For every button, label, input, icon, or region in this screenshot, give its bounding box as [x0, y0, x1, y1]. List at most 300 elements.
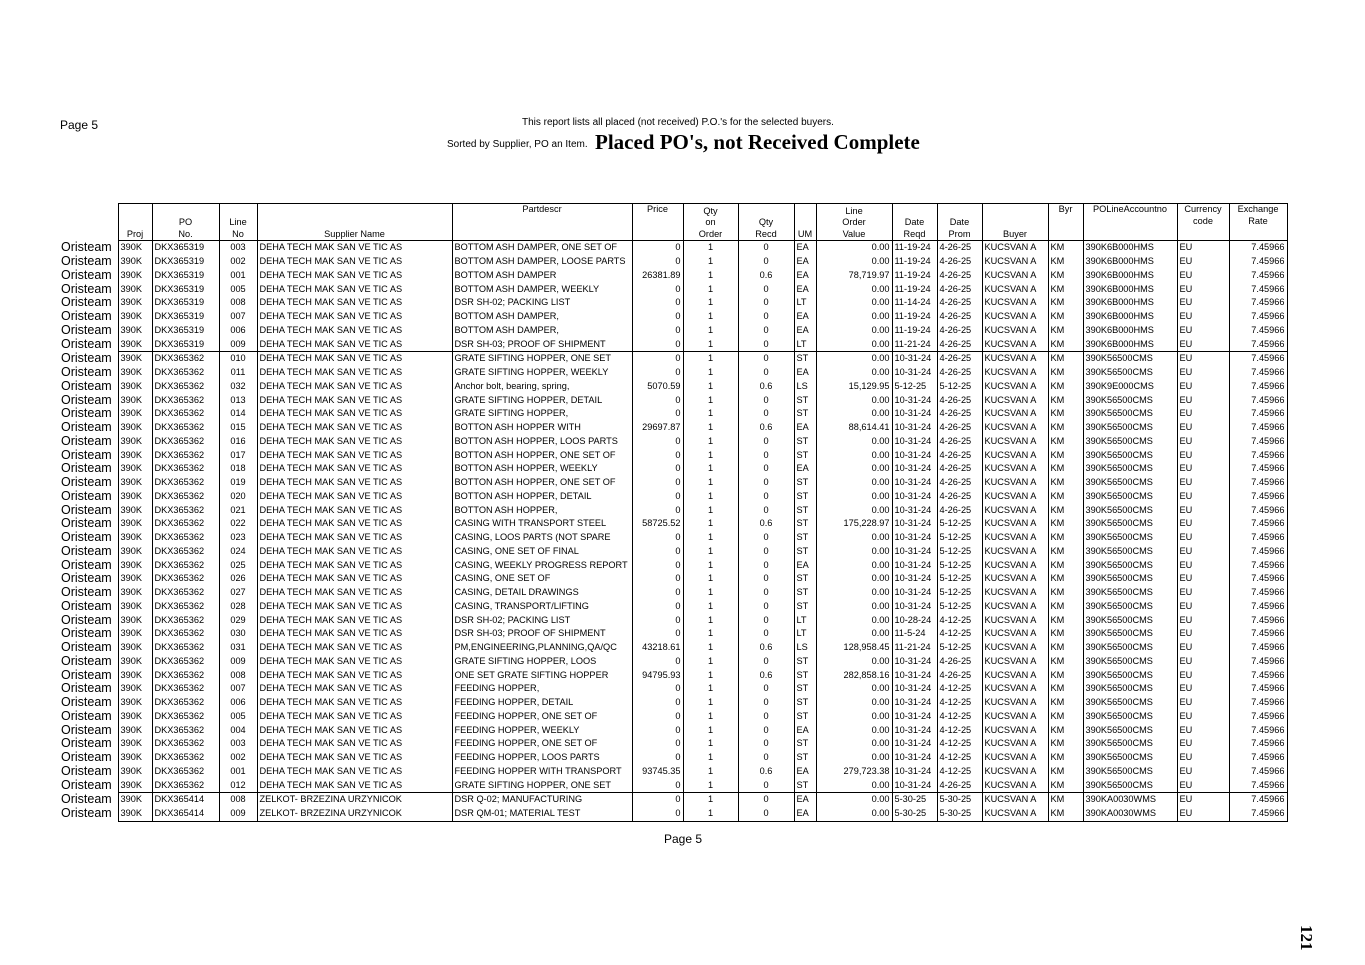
- unit-cell: ST: [794, 476, 816, 490]
- line-value-cell: 0.00: [816, 586, 892, 600]
- proj-cell: 390K: [118, 586, 152, 600]
- part-description-cell: Anchor bolt, bearing, spring,: [452, 380, 632, 394]
- buyer-code-cell: KM: [1048, 586, 1083, 600]
- exchange-rate-cell: 7.45966: [1229, 366, 1287, 380]
- exchange-rate-cell: 7.45966: [1229, 531, 1287, 545]
- date-promised-cell: 4-12-25: [937, 613, 982, 627]
- qty-received-cell: 0: [738, 531, 794, 545]
- unit-cell: EA: [794, 241, 816, 255]
- exchange-rate-cell: 7.45966: [1229, 545, 1287, 559]
- unit-cell: ST: [794, 572, 816, 586]
- qty-order-cell: 1: [683, 435, 738, 449]
- currency-cell: EU: [1177, 778, 1229, 792]
- date-promised-cell: 4-26-25: [937, 668, 982, 682]
- po-number-cell: DKX365362: [152, 696, 219, 710]
- proj-cell: 390K: [118, 807, 152, 821]
- account-cell: 390K56500CMS: [1083, 655, 1177, 669]
- currency-cell: EU: [1177, 490, 1229, 504]
- col-header: Byr: [1048, 204, 1083, 241]
- company-cell: Oristeam: [61, 764, 112, 778]
- buyer-cell: KUCSVAN A: [982, 324, 1048, 338]
- part-description-cell: BOTTOM ASH DAMPER,: [452, 310, 632, 324]
- proj-cell: 390K: [118, 558, 152, 572]
- supplier-cell: DEHA TECH MAK SAN VE TIC AS: [257, 545, 452, 559]
- qty-received-cell: 0: [738, 241, 794, 255]
- buyer-code-cell: KM: [1048, 710, 1083, 724]
- line-value-cell: 0.00: [816, 655, 892, 669]
- line-number-cell: 008: [219, 793, 257, 807]
- qty-received-cell: 0: [738, 627, 794, 641]
- proj-cell: 390K: [118, 255, 152, 269]
- account-cell: 390K56500CMS: [1083, 710, 1177, 724]
- po-number-cell: DKX365362: [152, 641, 219, 655]
- date-required-cell: 10-31-24: [892, 462, 937, 476]
- table-row: [58, 545, 1287, 559]
- table-row: [58, 558, 1287, 572]
- supplier-cell: DEHA TECH MAK SAN VE TIC AS: [257, 503, 452, 517]
- line-number-cell: 009: [219, 655, 257, 669]
- buyer-code-cell: KM: [1048, 462, 1083, 476]
- account-cell: 390K56500CMS: [1083, 765, 1177, 779]
- proj-cell: 390K: [118, 490, 152, 504]
- table-row: [58, 282, 1287, 296]
- qty-received-cell: 0: [738, 310, 794, 324]
- proj-cell: 390K: [118, 296, 152, 310]
- col-header: Line Order Value: [816, 204, 892, 241]
- buyer-cell: KUCSVAN A: [982, 558, 1048, 572]
- currency-cell: EU: [1177, 710, 1229, 724]
- exchange-rate-cell: 7.45966: [1229, 324, 1287, 338]
- buyer-cell: KUCSVAN A: [982, 793, 1048, 807]
- proj-cell: 390K: [118, 366, 152, 380]
- line-number-cell: 032: [219, 380, 257, 394]
- qty-received-cell: 0: [738, 448, 794, 462]
- date-promised-cell: 5-30-25: [937, 807, 982, 821]
- date-promised-cell: 4-26-25: [937, 255, 982, 269]
- line-number-cell: 004: [219, 723, 257, 737]
- qty-received-cell: 0: [738, 296, 794, 310]
- price-cell: 94795.93: [632, 668, 683, 682]
- part-description-cell: BOTTON ASH HOPPER WITH: [452, 421, 632, 435]
- date-promised-cell: 4-12-25: [937, 710, 982, 724]
- sort-description: Sorted by Supplier, PO an Item.: [447, 139, 588, 150]
- qty-order-cell: 1: [683, 613, 738, 627]
- line-value-cell: 128,958.45: [816, 641, 892, 655]
- account-cell: 390K56500CMS: [1083, 751, 1177, 765]
- account-cell: 390K56500CMS: [1083, 531, 1177, 545]
- line-number-cell: 002: [219, 751, 257, 765]
- po-number-cell: DKX365362: [152, 393, 219, 407]
- company-cell: Oristeam: [61, 558, 112, 572]
- date-promised-cell: 5-12-25: [937, 572, 982, 586]
- price-cell: 0: [632, 476, 683, 490]
- company-cell: Oristeam: [61, 723, 112, 737]
- line-number-cell: 017: [219, 448, 257, 462]
- buyer-code-cell: KM: [1048, 324, 1083, 338]
- table-row: [58, 793, 1287, 807]
- buyer-cell: KUCSVAN A: [982, 476, 1048, 490]
- date-promised-cell: 5-12-25: [937, 586, 982, 600]
- table-row: [58, 572, 1287, 586]
- price-cell: 0: [632, 352, 683, 366]
- unit-cell: EA: [794, 269, 816, 283]
- company-cell: Oristeam: [61, 393, 112, 407]
- part-description-cell: ONE SET GRATE SIFTING HOPPER: [452, 668, 632, 682]
- buyer-code-cell: KM: [1048, 517, 1083, 531]
- table-row: [58, 255, 1287, 269]
- currency-cell: EU: [1177, 269, 1229, 283]
- line-number-cell: 003: [219, 241, 257, 255]
- buyer-cell: KUCSVAN A: [982, 751, 1048, 765]
- proj-cell: 390K: [118, 324, 152, 338]
- po-number-cell: DKX365362: [152, 751, 219, 765]
- proj-cell: 390K: [118, 793, 152, 807]
- exchange-rate-cell: 7.45966: [1229, 613, 1287, 627]
- part-description-cell: BOTTOM ASH DAMPER, WEEKLY: [452, 282, 632, 296]
- qty-received-cell: 0: [738, 255, 794, 269]
- proj-cell: 390K: [118, 545, 152, 559]
- po-number-cell: DKX365362: [152, 600, 219, 614]
- date-promised-cell: 4-26-25: [937, 393, 982, 407]
- unit-cell: LT: [794, 337, 816, 351]
- currency-cell: EU: [1177, 793, 1229, 807]
- currency-cell: EU: [1177, 627, 1229, 641]
- qty-order-cell: 1: [683, 324, 738, 338]
- exchange-rate-cell: 7.45966: [1229, 668, 1287, 682]
- currency-cell: EU: [1177, 600, 1229, 614]
- line-value-cell: 0.00: [816, 682, 892, 696]
- company-cell: Oristeam: [61, 240, 112, 255]
- line-number-cell: 026: [219, 572, 257, 586]
- date-promised-cell: 4-26-25: [937, 778, 982, 792]
- proj-cell: 390K: [118, 751, 152, 765]
- line-number-cell: 006: [219, 696, 257, 710]
- account-cell: 390K56500CMS: [1083, 558, 1177, 572]
- unit-cell: ST: [794, 503, 816, 517]
- table-row: [58, 352, 1287, 366]
- line-value-cell: 0.00: [816, 241, 892, 255]
- date-promised-cell: 4-26-25: [937, 462, 982, 476]
- line-number-cell: 013: [219, 393, 257, 407]
- qty-order-cell: 1: [683, 490, 738, 504]
- table-row: [58, 296, 1287, 310]
- proj-cell: 390K: [118, 710, 152, 724]
- unit-cell: ST: [794, 393, 816, 407]
- part-description-cell: CASING, ONE SET OF FINAL: [452, 545, 632, 559]
- supplier-cell: DEHA TECH MAK SAN VE TIC AS: [257, 586, 452, 600]
- buyer-cell: KUCSVAN A: [982, 255, 1048, 269]
- po-number-cell: DKX365362: [152, 517, 219, 531]
- table-row: [58, 807, 1287, 821]
- proj-cell: 390K: [118, 476, 152, 490]
- supplier-cell: DEHA TECH MAK SAN VE TIC AS: [257, 241, 452, 255]
- account-cell: 390K56500CMS: [1083, 778, 1177, 792]
- qty-received-cell: 0: [738, 366, 794, 380]
- account-cell: 390K56500CMS: [1083, 600, 1177, 614]
- table-row: [58, 393, 1287, 407]
- price-cell: 0: [632, 558, 683, 572]
- date-promised-cell: 4-26-25: [937, 655, 982, 669]
- proj-cell: 390K: [118, 448, 152, 462]
- exchange-rate-cell: 7.45966: [1229, 572, 1287, 586]
- line-value-cell: 0.00: [816, 737, 892, 751]
- supplier-cell: DEHA TECH MAK SAN VE TIC AS: [257, 682, 452, 696]
- buyer-cell: KUCSVAN A: [982, 613, 1048, 627]
- qty-order-cell: 1: [683, 778, 738, 792]
- po-number-cell: DKX365362: [152, 558, 219, 572]
- price-cell: 5070.59: [632, 380, 683, 394]
- date-promised-cell: 5-12-25: [937, 600, 982, 614]
- date-required-cell: 11-19-24: [892, 282, 937, 296]
- qty-received-cell: 0: [738, 337, 794, 351]
- price-cell: 0: [632, 723, 683, 737]
- account-cell: 390K6B000HMS: [1083, 337, 1177, 351]
- unit-cell: EA: [794, 807, 816, 821]
- line-number-cell: 001: [219, 269, 257, 283]
- currency-cell: EU: [1177, 613, 1229, 627]
- buyer-cell: KUCSVAN A: [982, 435, 1048, 449]
- unit-cell: ST: [794, 448, 816, 462]
- side-page-number: 121: [1297, 925, 1316, 951]
- buyer-code-cell: KM: [1048, 807, 1083, 821]
- company-cell: Oristeam: [61, 682, 112, 696]
- buyer-cell: KUCSVAN A: [982, 778, 1048, 792]
- company-cell: Oristeam: [61, 475, 112, 490]
- buyer-cell: KUCSVAN A: [982, 380, 1048, 394]
- supplier-cell: DEHA TECH MAK SAN VE TIC AS: [257, 476, 452, 490]
- account-cell: 390K6B000HMS: [1083, 241, 1177, 255]
- table-row: [58, 696, 1287, 710]
- price-cell: 0: [632, 241, 683, 255]
- currency-cell: EU: [1177, 641, 1229, 655]
- buyer-cell: KUCSVAN A: [982, 627, 1048, 641]
- account-cell: 390K56500CMS: [1083, 352, 1177, 366]
- account-cell: 390K56500CMS: [1083, 682, 1177, 696]
- po-number-cell: DKX365362: [152, 545, 219, 559]
- account-cell: 390K56500CMS: [1083, 476, 1177, 490]
- price-cell: 29697.87: [632, 421, 683, 435]
- supplier-cell: DEHA TECH MAK SAN VE TIC AS: [257, 421, 452, 435]
- qty-order-cell: 1: [683, 448, 738, 462]
- exchange-rate-cell: 7.45966: [1229, 778, 1287, 792]
- currency-cell: EU: [1177, 765, 1229, 779]
- exchange-rate-cell: 7.45966: [1229, 517, 1287, 531]
- account-cell: 390K56500CMS: [1083, 641, 1177, 655]
- line-number-cell: 007: [219, 310, 257, 324]
- currency-cell: EU: [1177, 476, 1229, 490]
- part-description-cell: DSR SH-03; PROOF OF SHIPMENT: [452, 337, 632, 351]
- qty-received-cell: 0.6: [738, 517, 794, 531]
- line-value-cell: 175,228.97: [816, 517, 892, 531]
- line-value-cell: 15,129.95: [816, 380, 892, 394]
- po-number-cell: DKX365362: [152, 407, 219, 421]
- exchange-rate-cell: 7.45966: [1229, 241, 1287, 255]
- qty-received-cell: 0.6: [738, 641, 794, 655]
- line-number-cell: 011: [219, 366, 257, 380]
- price-cell: 43218.61: [632, 641, 683, 655]
- qty-order-cell: 1: [683, 517, 738, 531]
- line-number-cell: 008: [219, 668, 257, 682]
- price-cell: 0: [632, 572, 683, 586]
- line-number-cell: 025: [219, 558, 257, 572]
- account-cell: 390KA0030WMS: [1083, 807, 1177, 821]
- proj-cell: 390K: [118, 682, 152, 696]
- company-cell: Oristeam: [61, 282, 112, 296]
- part-description-cell: CASING WITH TRANSPORT STEEL: [452, 517, 632, 531]
- supplier-cell: DEHA TECH MAK SAN VE TIC AS: [257, 366, 452, 380]
- date-required-cell: 10-31-24: [892, 668, 937, 682]
- part-description-cell: CASING, ONE SET OF: [452, 572, 632, 586]
- price-cell: 0: [632, 366, 683, 380]
- account-cell: 390K6B000HMS: [1083, 255, 1177, 269]
- unit-cell: ST: [794, 352, 816, 366]
- qty-received-cell: 0: [738, 723, 794, 737]
- exchange-rate-cell: 7.45966: [1229, 737, 1287, 751]
- date-promised-cell: 4-26-25: [937, 435, 982, 449]
- po-number-cell: DKX365362: [152, 572, 219, 586]
- table-row: [58, 613, 1287, 627]
- table-row: [58, 517, 1287, 531]
- line-number-cell: 007: [219, 682, 257, 696]
- unit-cell: ST: [794, 682, 816, 696]
- account-cell: 390K56500CMS: [1083, 613, 1177, 627]
- currency-cell: EU: [1177, 380, 1229, 394]
- buyer-cell: KUCSVAN A: [982, 337, 1048, 351]
- part-description-cell: FEEDING HOPPER,: [452, 682, 632, 696]
- currency-cell: EU: [1177, 737, 1229, 751]
- line-value-cell: 0.00: [816, 393, 892, 407]
- col-header: PO No.: [152, 204, 219, 241]
- table-row: [58, 668, 1287, 682]
- exchange-rate-cell: 7.45966: [1229, 600, 1287, 614]
- proj-cell: 390K: [118, 282, 152, 296]
- part-description-cell: DSR SH-02; PACKING LIST: [452, 296, 632, 310]
- part-description-cell: BOTTOM ASH DAMPER, ONE SET OF: [452, 241, 632, 255]
- date-promised-cell: 4-26-25: [937, 241, 982, 255]
- table-row: [58, 655, 1287, 669]
- date-promised-cell: 4-26-25: [937, 407, 982, 421]
- table-row: [58, 490, 1287, 504]
- date-promised-cell: 4-26-25: [937, 503, 982, 517]
- qty-received-cell: 0: [738, 572, 794, 586]
- exchange-rate-cell: 7.45966: [1229, 380, 1287, 394]
- po-number-cell: DKX365362: [152, 668, 219, 682]
- po-number-cell: DKX365414: [152, 807, 219, 821]
- table-row: [58, 723, 1287, 737]
- unit-cell: EA: [794, 366, 816, 380]
- company-cell: Oristeam: [61, 530, 112, 545]
- unit-cell: EA: [794, 421, 816, 435]
- currency-cell: EU: [1177, 337, 1229, 351]
- buyer-cell: KUCSVAN A: [982, 737, 1048, 751]
- price-cell: 58725.52: [632, 517, 683, 531]
- part-description-cell: DSR Q-02; MANUFACTURING: [452, 793, 632, 807]
- currency-cell: EU: [1177, 324, 1229, 338]
- buyer-code-cell: KM: [1048, 337, 1083, 351]
- date-required-cell: 10-31-24: [892, 572, 937, 586]
- date-required-cell: 10-31-24: [892, 710, 937, 724]
- account-cell: 390K56500CMS: [1083, 393, 1177, 407]
- supplier-cell: ZELKOT- BRZEZINA URZYNICOK: [257, 807, 452, 821]
- buyer-cell: KUCSVAN A: [982, 366, 1048, 380]
- currency-cell: EU: [1177, 435, 1229, 449]
- qty-received-cell: 0.6: [738, 269, 794, 283]
- unit-cell: EA: [794, 723, 816, 737]
- currency-cell: EU: [1177, 241, 1229, 255]
- line-value-cell: 0.00: [816, 558, 892, 572]
- part-description-cell: DSR SH-02; PACKING LIST: [452, 613, 632, 627]
- line-number-cell: 002: [219, 255, 257, 269]
- buyer-cell: KUCSVAN A: [982, 668, 1048, 682]
- date-required-cell: 10-28-24: [892, 613, 937, 627]
- line-value-cell: 0.00: [816, 407, 892, 421]
- currency-cell: EU: [1177, 366, 1229, 380]
- price-cell: 0: [632, 737, 683, 751]
- date-promised-cell: 4-26-25: [937, 296, 982, 310]
- supplier-cell: DEHA TECH MAK SAN VE TIC AS: [257, 324, 452, 338]
- report-title: Placed PO's, not Received Complete: [595, 130, 920, 154]
- table-row: [58, 407, 1287, 421]
- buyer-cell: KUCSVAN A: [982, 282, 1048, 296]
- line-value-cell: 0.00: [816, 531, 892, 545]
- exchange-rate-cell: 7.45966: [1229, 421, 1287, 435]
- qty-received-cell: 0.6: [738, 421, 794, 435]
- table-row: [58, 503, 1287, 517]
- date-promised-cell: 4-26-25: [937, 490, 982, 504]
- currency-cell: EU: [1177, 296, 1229, 310]
- unit-cell: EA: [794, 324, 816, 338]
- exchange-rate-cell: 7.45966: [1229, 807, 1287, 821]
- date-required-cell: 10-31-24: [892, 765, 937, 779]
- exchange-rate-cell: 7.45966: [1229, 282, 1287, 296]
- qty-received-cell: 0: [738, 793, 794, 807]
- currency-cell: EU: [1177, 545, 1229, 559]
- company-cell: Oristeam: [61, 517, 112, 531]
- part-description-cell: GRATE SIFTING HOPPER, DETAIL: [452, 393, 632, 407]
- company-cell: Oristeam: [61, 599, 112, 613]
- po-number-cell: DKX365319: [152, 282, 219, 296]
- line-value-cell: 88,614.41: [816, 421, 892, 435]
- buyer-cell: KUCSVAN A: [982, 490, 1048, 504]
- qty-received-cell: 0: [738, 462, 794, 476]
- unit-cell: LT: [794, 627, 816, 641]
- supplier-cell: DEHA TECH MAK SAN VE TIC AS: [257, 296, 452, 310]
- part-description-cell: BOTTON ASH HOPPER, ONE SET OF: [452, 448, 632, 462]
- buyer-cell: KUCSVAN A: [982, 407, 1048, 421]
- unit-cell: ST: [794, 586, 816, 600]
- qty-order-cell: 1: [683, 545, 738, 559]
- exchange-rate-cell: 7.45966: [1229, 490, 1287, 504]
- currency-cell: EU: [1177, 682, 1229, 696]
- account-cell: 390K56500CMS: [1083, 435, 1177, 449]
- part-description-cell: CASING, LOOS PARTS (NOT SPARE: [452, 531, 632, 545]
- qty-order-cell: 1: [683, 296, 738, 310]
- currency-cell: EU: [1177, 558, 1229, 572]
- buyer-cell: KUCSVAN A: [982, 531, 1048, 545]
- table-header-row: [58, 204, 1287, 241]
- proj-cell: 390K: [118, 641, 152, 655]
- col-header: Price: [632, 204, 683, 241]
- qty-order-cell: 1: [683, 380, 738, 394]
- buyer-cell: KUCSVAN A: [982, 269, 1048, 283]
- unit-cell: ST: [794, 655, 816, 669]
- footer-page-label: Page 5: [664, 832, 703, 846]
- line-number-cell: 010: [219, 352, 257, 366]
- unit-cell: ST: [794, 696, 816, 710]
- po-number-cell: DKX365319: [152, 310, 219, 324]
- col-header: Qty Recd: [738, 204, 794, 241]
- unit-cell: ST: [794, 517, 816, 531]
